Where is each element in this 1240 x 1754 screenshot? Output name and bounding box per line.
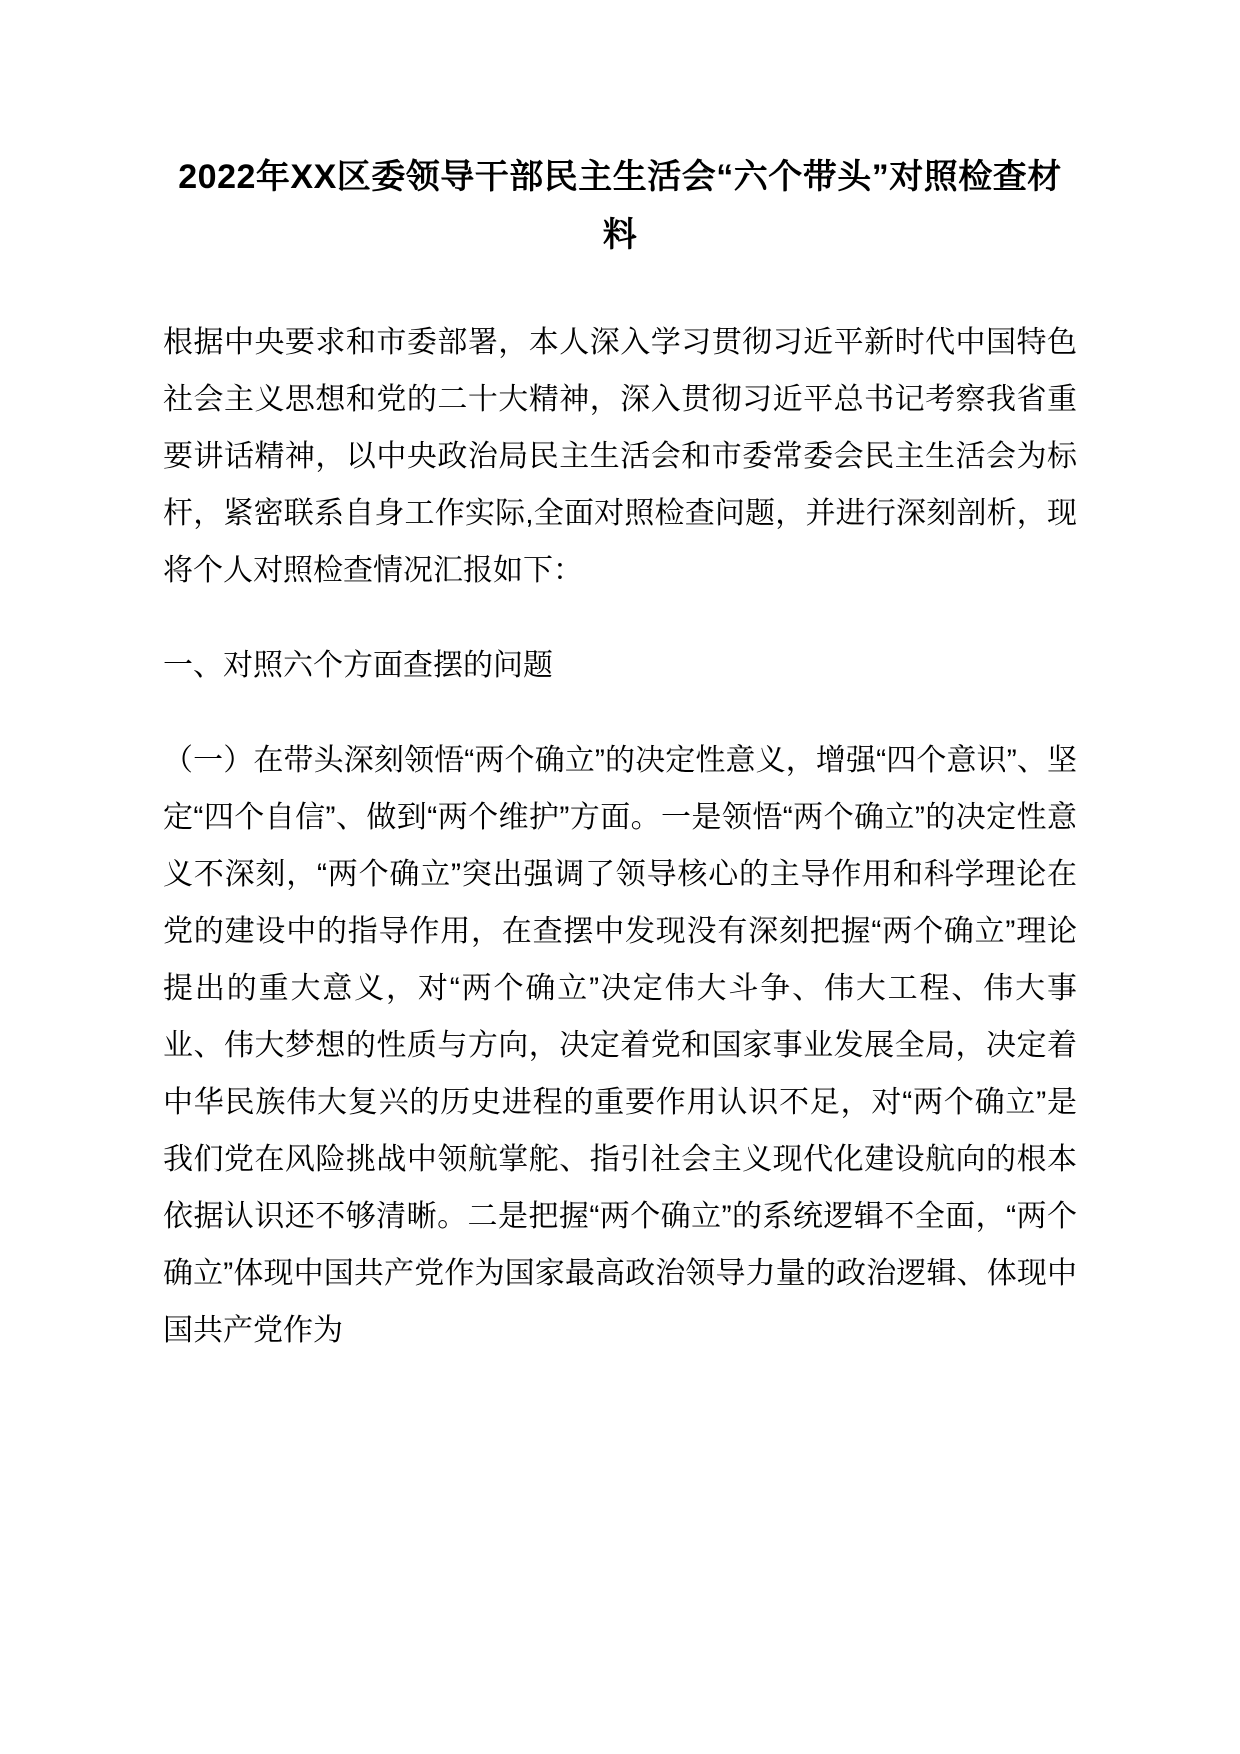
- section-heading-one: 一、对照六个方面查摆的问题: [163, 649, 553, 682]
- subsection-one-paragraph: （一）在带头深刻领悟“两个确立”的决定性意义，增强“四个意识”、坚定“四个自信”、做到“两个维护”方面。一是领悟“两个确立”的决定性意义不深刻，“两个确立”突出强调了领导核心的主导作用和科学理论在党的建设中的指导作用，在查摆中发现没有深刻把握“两个确立”理论提出的重大意义，对“两个确立”决定伟大斗争、伟大工程、伟大事业、伟大梦想的性质与方向，决定着党和国家事业发展全局，决定着中华民族伟大复兴的历史进程的重要作用认识不足，对“两个确立”是我们党在风险挑战中领航掌舵、指引社会主义现代化建设航向的根本依据认识还不够清晰。二是把握“两个确立”的系统逻辑不全面，“两个确立”体现中国共产党作为国家最高政治领导力量的政治逻辑、体现中国共产党作为: [163, 744, 1077, 1347]
- page-content: [163, 0, 1077, 1359]
- page-title: 2022年XX区委领导干部民主生活会“六个带头”对照检查材料: [178, 158, 1062, 254]
- title-spacer: [163, 264, 1077, 314]
- paragraph-spacer-1: [163, 599, 1077, 637]
- intro-paragraph: 根据中央要求和市委部署，本人深入学习贯彻习近平新时代中国特色社会主义思想和党的二十大精神，深入贯彻习近平总书记考察我省重要讲话精神，以中央政治局民主生活会和市委常委会民主生活会为标杆，紧密联系自身工作实际,全面对照检查问题，并进行深刻剖析，现将个人对照检查情况汇报如下：: [163, 326, 1077, 587]
- paragraph-spacer-2: [163, 694, 1077, 732]
